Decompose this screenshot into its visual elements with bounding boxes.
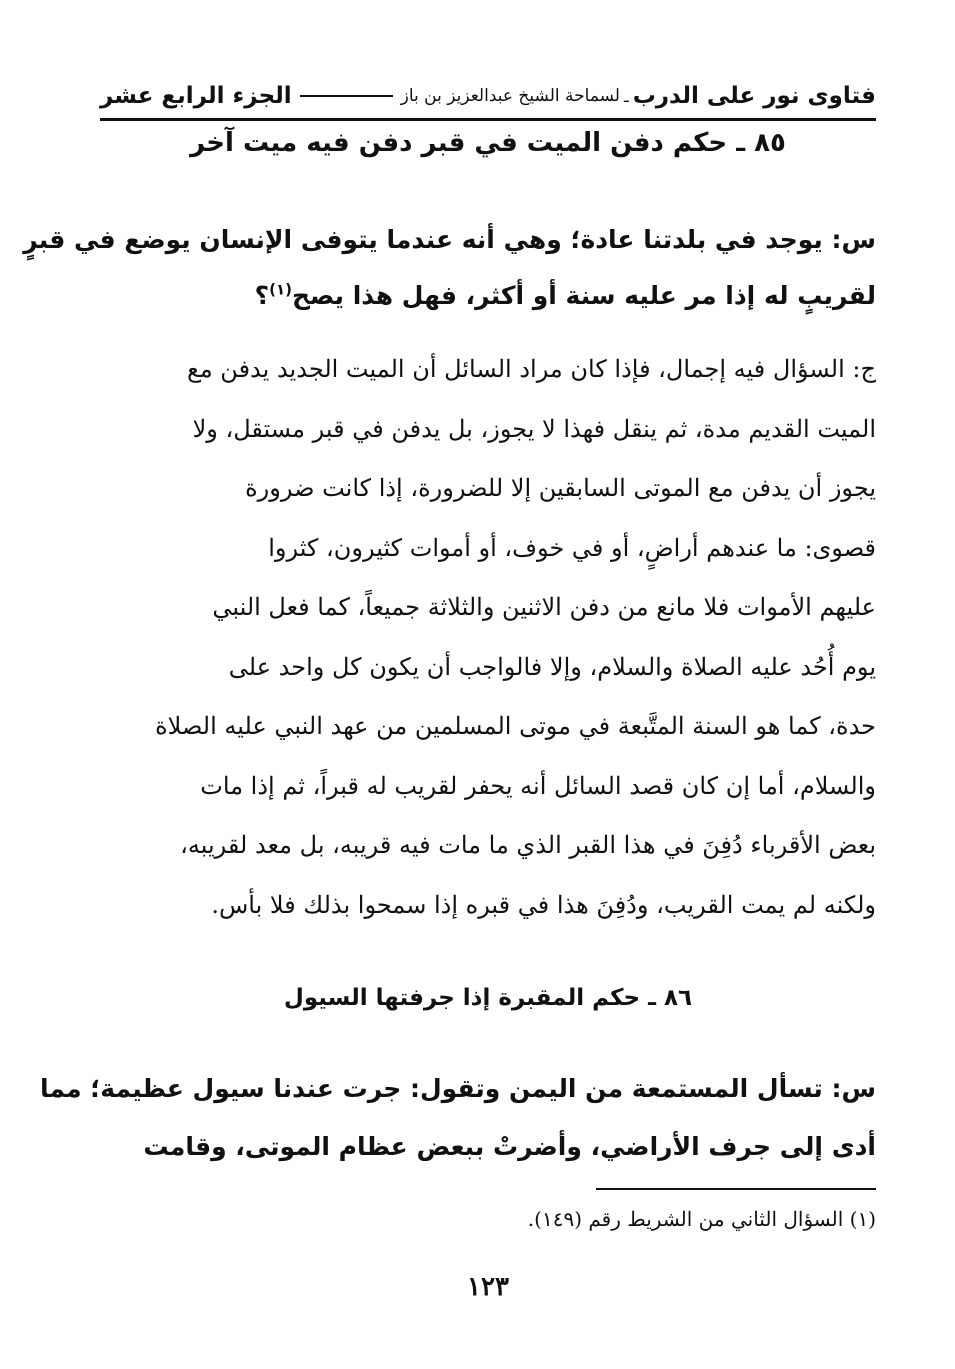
question-line: لقريبٍ له إذا مر عليه سنة أو أكثر، فهل هذا يصح: [291, 281, 876, 310]
header-separator: ـ: [624, 86, 629, 106]
answer-line: عليهم الأموات فلا مانع من دفن الاثنين والثلاثة جميعاً، كما فعل النبي: [212, 593, 876, 621]
answer-line: حدة، كما هو السنة المتَّبعة في موتى المسلمين من عهد النبي عليه الصلاة: [155, 712, 876, 740]
footnote-divider: [596, 1188, 876, 1190]
question-line: أدى إلى جرف الأراضي، وأضرتْ ببعض عظام الموتى، وقامت: [143, 1132, 876, 1161]
question-line-last: [100, 268, 876, 324]
answer-line: ج: السؤال فيه إجمال، فإذا كان مراد السائل أن الميت الجديد يدفن مع: [187, 355, 876, 383]
section-title-86: ٨٦ ـ حكم المقبرة إذا جرفتها السيول: [283, 985, 693, 1011]
answer-line: والسلام، أما إن كان قصد السائل أنه يحفر لقريب له قبراً، ثم إذا مات: [200, 771, 876, 800]
book-title: فتاوى نور على الدرب: [632, 83, 876, 109]
question-line: س: يوجد في بلدتنا عادة؛ وهي أنه عندما يتوفى الإنسان يوضع في قبرٍ: [23, 225, 876, 254]
answer-85: [100, 340, 876, 935]
question-mark: ؟: [254, 281, 270, 310]
answer-line: ولكنه لم يمت القريب، ودُفِنَ هذا في قبره إذا سمحوا بذلك فلا بأس.: [211, 890, 876, 919]
answer-line: يوم أُحُد عليه الصلاة والسلام، وإلا فالواجب أن يكون كل واحد على: [228, 652, 876, 681]
question-86: [39, 1060, 876, 1176]
answer-line: الميت القديم مدة، ثم ينقل فهذا لا يجوز، بل يدفن في قبر مستقل، ولا: [192, 414, 876, 443]
answer-line: يجوز أن يدفن مع الموتى السابقين إلا للضرورة، إذا كانت ضرورة: [245, 474, 876, 502]
section-title-85: ٨٥ ـ حكم دفن الميت في قبر دفن فيه ميت آخر: [190, 128, 786, 158]
header-rule: [300, 95, 393, 97]
running-header: [100, 74, 876, 121]
question-85: [23, 212, 876, 324]
question-line: س: تسأل المستمعة من اليمن وتقول: جرت عندنا سيول عظيمة؛ مما: [39, 1074, 876, 1103]
part-label: الجزء الرابع عشر: [100, 83, 292, 109]
footnote: (١) السؤال الثاني من الشريط رقم (١٤٩).: [527, 1207, 876, 1231]
page-number: ١٢٣: [467, 1272, 509, 1302]
answer-line: قصوى: ما عندهم أراضٍ، أو في خوف، أو أموات كثيرون، كثروا: [268, 533, 876, 562]
answer-line: بعض الأقرباء دُفِنَ في هذا القبر الذي ما مات فيه قريبه، بل معد لقريبه،: [180, 831, 876, 859]
author-name: لسماحة الشيخ عبدالعزيز بن باز: [400, 86, 620, 106]
footnote-reference[interactable]: (١): [269, 280, 292, 299]
